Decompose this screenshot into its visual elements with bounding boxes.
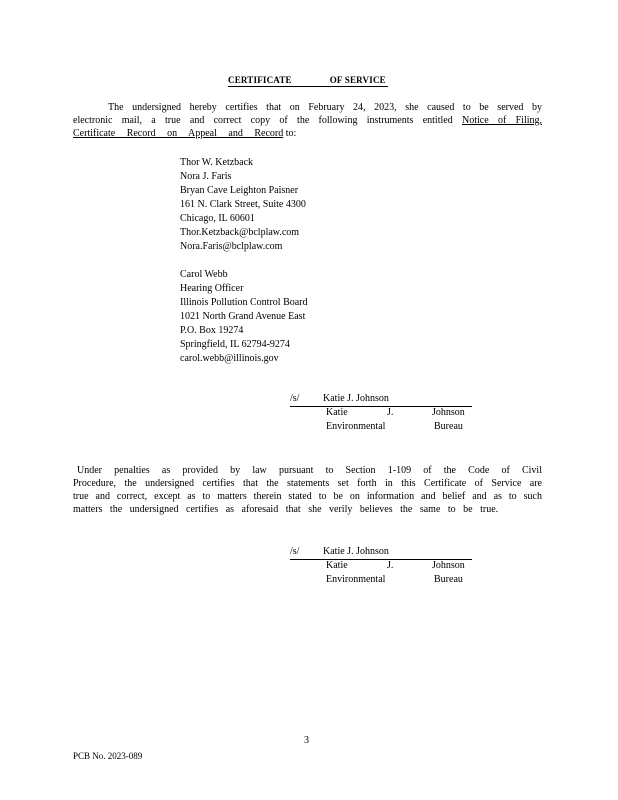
signer-org-row bbox=[290, 574, 472, 588]
signature-line bbox=[290, 393, 472, 407]
signer-name-row bbox=[290, 560, 472, 574]
signer-first: Katie bbox=[326, 407, 348, 418]
signature-name: Katie J. Johnson bbox=[323, 393, 389, 404]
penalty-line: Procedure, the undersigned certifies that the statements set forth in this Certificate of Service are bbox=[73, 478, 542, 489]
recipient-line: 161 N. Clark Street, Suite 4300 bbox=[180, 199, 306, 210]
signature-block-2 bbox=[290, 546, 472, 588]
signature-mark: /s/ bbox=[290, 393, 300, 404]
signer-org-1: Environmental bbox=[326, 421, 386, 432]
recipient-line: Carol Webb bbox=[180, 269, 228, 280]
signer-last: Johnson bbox=[432, 560, 465, 571]
signer-middle: J. bbox=[387, 560, 394, 571]
recipient-email: Nora.Faris@bclplaw.com bbox=[180, 241, 283, 252]
signer-org-2: Bureau bbox=[434, 574, 463, 585]
certificate-record-link: Certificate Record on Appeal and Record bbox=[73, 128, 284, 139]
notice-of-filing-link: Notice of Filing, bbox=[462, 115, 542, 126]
recipient-line: Bryan Cave Leighton Paisner bbox=[180, 185, 299, 196]
page-number: 3 bbox=[304, 735, 309, 746]
signer-middle: J. bbox=[387, 407, 394, 418]
recipient-email: carol.webb@illinois.gov bbox=[180, 353, 279, 364]
recipient-line: Nora J. Faris bbox=[180, 171, 232, 182]
recipient-line: Chicago, IL 60601 bbox=[180, 213, 255, 224]
signer-org-row bbox=[290, 421, 472, 435]
recipient-line: Springfield, IL 62794-9274 bbox=[180, 339, 290, 350]
penalty-line: matters the undersigned certifies as aforesaid that she verily believes the same to be true. bbox=[73, 504, 499, 515]
intro-line-3: Certificate Record on Appeal and Record to: bbox=[73, 128, 297, 139]
penalty-paragraph bbox=[73, 464, 542, 516]
recipient-line: 1021 North Grand Avenue East bbox=[180, 311, 306, 322]
recipient-email: Thor.Ketzback@bclplaw.com bbox=[180, 227, 300, 238]
intro-paragraph bbox=[73, 101, 542, 140]
document-title: CERTIFICATE OF SERVICE bbox=[228, 75, 388, 87]
signer-last: Johnson bbox=[432, 407, 465, 418]
penalty-line: true and correct, except as to matters therein stated to be on information and belief and as to such bbox=[73, 491, 542, 502]
recipient-line: Illinois Pollution Control Board bbox=[180, 297, 308, 308]
recipient-block-1 bbox=[180, 156, 306, 254]
signer-org-2: Bureau bbox=[434, 421, 463, 432]
recipient-line: Thor W. Ketzback bbox=[180, 157, 254, 168]
signer-first: Katie bbox=[326, 560, 348, 571]
signature-line bbox=[290, 546, 472, 560]
recipient-line: Hearing Officer bbox=[180, 283, 244, 294]
recipient-line: P.O. Box 19274 bbox=[180, 325, 244, 336]
signer-name-row bbox=[290, 407, 472, 421]
signature-block-1 bbox=[290, 393, 472, 435]
signer-org-1: Environmental bbox=[326, 574, 386, 585]
case-number-footer: PCB No. 2023-089 bbox=[73, 751, 143, 761]
signature-mark: /s/ bbox=[290, 546, 300, 557]
intro-line-1: The undersigned hereby certifies that on February 24, 2023, she caused to be served by bbox=[108, 102, 542, 113]
penalty-line: Under penalties as provided by law pursuant to Section 1-109 of the Code of Civil bbox=[77, 465, 542, 476]
signature-name: Katie J. Johnson bbox=[323, 546, 389, 557]
intro-line-2: electronic mail, a true and correct copy of the following instruments entitled Notice of Filing, bbox=[73, 115, 542, 126]
recipient-block-2 bbox=[180, 268, 308, 366]
